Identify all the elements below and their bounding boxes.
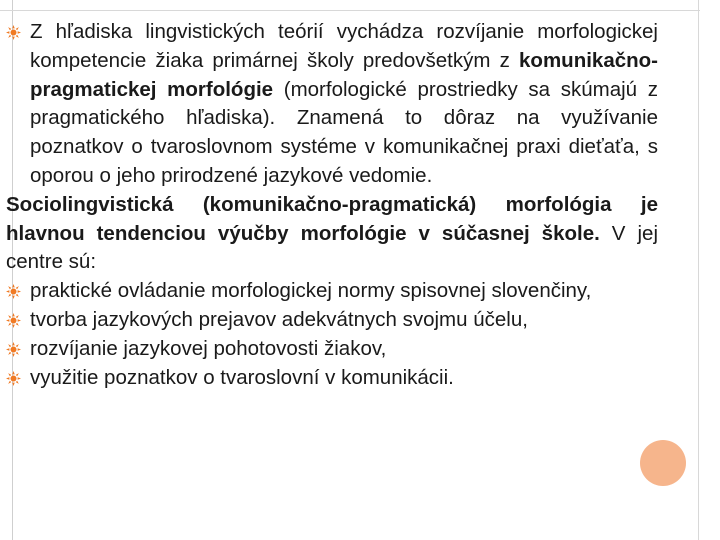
intro-text-1: Z hľadiska lingvistických teórií vychádza rozvíjanie morfologickej kompetencie žiaka primárnej školy predovšetkým z: [30, 20, 658, 72]
sun-bullet-icon: [6, 342, 21, 357]
paragraph-bold-statement: Sociolingvistická (komunikačno-pragmatická) morfológia je hlavnou tendenciou výučby morfológie v súčasnej škole.: [6, 192, 658, 245]
slide-body: [6, 18, 658, 392]
top-frame-line: [0, 10, 700, 11]
main-paragraph: [6, 191, 658, 277]
paragraph-text: V jej centre sú:: [6, 221, 658, 274]
list-item-text: tvorba jazykových prejavov adekvátnych svojmu účelu,: [30, 307, 528, 331]
sun-bullet-icon: [6, 284, 21, 299]
list-item-text: praktické ovládanie morfologickej normy spisovnej slovenčiny,: [30, 279, 592, 303]
intro-bold-term: komunikačno-pragmatickej morfológie: [30, 48, 658, 101]
sun-bullet-icon: [6, 371, 21, 386]
list-item: [6, 277, 658, 306]
list-item: [6, 306, 658, 335]
decorative-circle: [640, 440, 686, 486]
list-item-text: rozvíjanie jazykovej pohotovosti žiakov,: [30, 336, 387, 360]
intro-text-2: (morfologické prostriedky sa skúmajú z pragmatického hľadiska). Znamená to dôraz na využívanie poznatkov o tvaroslovnom systéme v komunikačnej praxi dieťaťa, s oporou o jeho prirodzené jazykové vedomie.: [30, 77, 658, 187]
list-item: [6, 335, 658, 364]
sun-bullet-icon: [6, 313, 21, 328]
list-item: [6, 364, 658, 393]
right-frame-line: [698, 0, 699, 540]
list-item-text: využitie poznatkov o tvaroslovní v komunikácii.: [30, 365, 454, 389]
sun-bullet-icon: [6, 25, 21, 40]
bullet-intro: [6, 18, 658, 191]
